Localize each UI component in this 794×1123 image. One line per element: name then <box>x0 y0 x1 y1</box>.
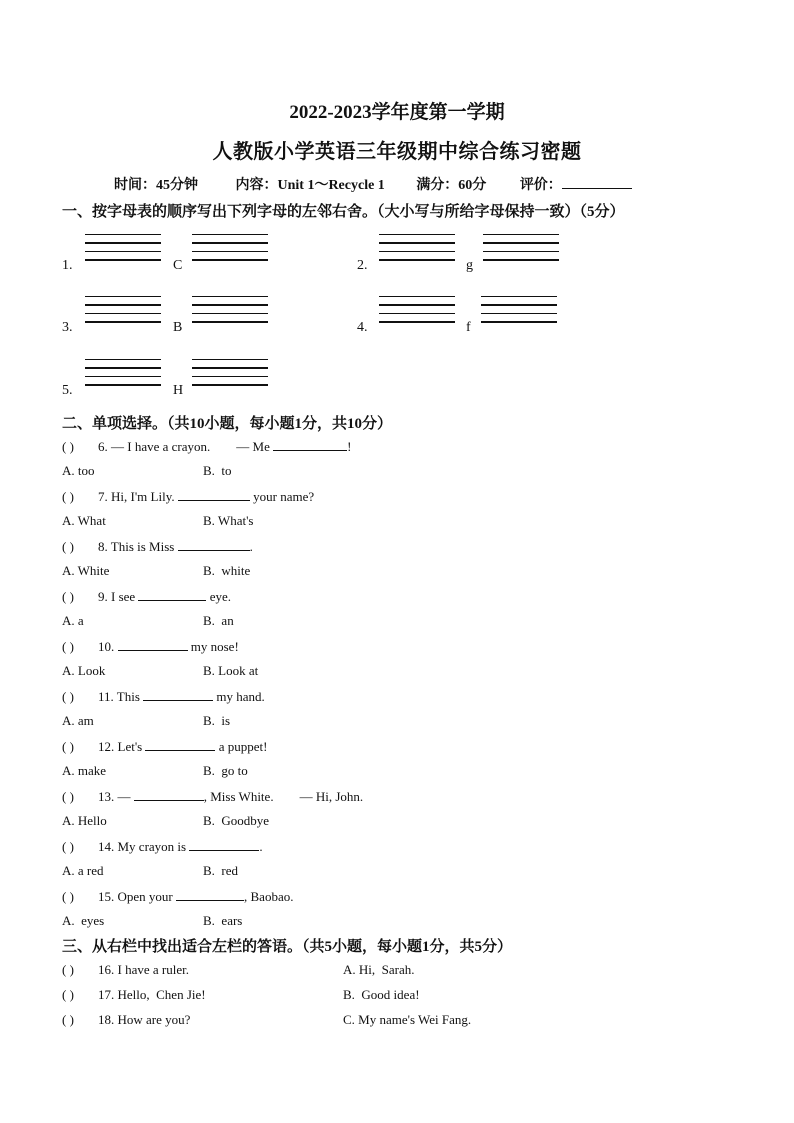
option-a[interactable]: A. eyes <box>62 913 105 928</box>
answer-paren[interactable]: ( ) <box>62 987 74 1002</box>
question-text-end: . <box>249 539 253 554</box>
question-text: 14. My crayon is <box>98 839 190 854</box>
matching-row <box>62 1012 190 1028</box>
letter-item-1-right-blank[interactable] <box>192 234 268 268</box>
question-text-end: your name? <box>249 489 315 504</box>
option-a[interactable]: A. White <box>62 563 110 578</box>
answer-blank[interactable] <box>138 588 206 601</box>
answer-blank[interactable] <box>145 738 215 751</box>
question-text: 7. Hi, I'm Lily. <box>98 489 178 504</box>
option-b[interactable]: B. white <box>203 563 251 578</box>
option-b[interactable]: B. an <box>203 613 234 628</box>
question-text: 11. This <box>98 689 144 704</box>
section3-heading: 三、从右栏中找出适合左栏的答语。（共5小题，每小题1分，共5分） <box>62 939 513 955</box>
question-row <box>62 588 231 605</box>
option-a[interactable]: A. a <box>62 613 84 628</box>
answer-blank[interactable] <box>118 638 188 651</box>
option-a[interactable]: A. What <box>62 513 106 528</box>
letter-item-1-letter: C <box>173 258 183 273</box>
letter-item-1-left-blank[interactable] <box>85 234 161 268</box>
letter-item-2-right-blank[interactable] <box>483 234 559 268</box>
answer-blank[interactable] <box>189 838 259 851</box>
letter-item-2-letter: g <box>466 258 473 273</box>
answer-paren[interactable]: ( ) <box>62 689 74 704</box>
question-text-end: eye. <box>206 589 231 604</box>
question-text: 15. Open your <box>98 889 176 904</box>
matching-row <box>62 962 189 978</box>
matching-left: 18. How are you? <box>98 1012 191 1027</box>
letter-item-4-num: 4. <box>357 320 368 335</box>
option-a[interactable]: A. make <box>62 763 107 778</box>
letter-item-3-right-blank[interactable] <box>192 296 268 330</box>
content-label: 内容：Unit 1～Recycle 1 <box>235 178 385 193</box>
evaluation-label: 评价： <box>519 178 562 193</box>
letter-item-3-num: 3. <box>62 320 73 335</box>
question-text-end: my hand. <box>213 689 265 704</box>
letter-item-4-left-blank[interactable] <box>379 296 455 330</box>
answer-paren[interactable]: ( ) <box>62 789 74 804</box>
question-text-end: a puppet! <box>215 739 268 754</box>
answer-paren[interactable]: ( ) <box>62 962 74 977</box>
answer-blank[interactable] <box>143 688 213 701</box>
question-text: 13. — <box>98 789 134 804</box>
question-text-end: , Miss White. — Hi, John. <box>203 789 364 804</box>
answer-blank[interactable] <box>178 538 250 551</box>
option-b[interactable]: B. go to <box>203 763 248 778</box>
option-a[interactable]: A. too <box>62 463 95 478</box>
letter-item-4-letter: f <box>466 320 471 335</box>
letter-item-2-num: 2. <box>357 258 368 273</box>
matching-right: A. Hi, Sarah. <box>343 962 415 977</box>
option-b[interactable]: B. is <box>203 713 231 728</box>
letter-item-5-num: 5. <box>62 383 73 398</box>
letter-item-5-right-blank[interactable] <box>192 359 268 393</box>
answer-paren[interactable]: ( ) <box>62 839 74 854</box>
exam-title: 2022-2023学年度第一学期 <box>289 102 505 123</box>
answer-paren[interactable]: ( ) <box>62 889 74 904</box>
question-row <box>62 688 265 705</box>
question-row <box>62 738 267 755</box>
letter-item-3-letter: B <box>173 320 183 335</box>
answer-blank[interactable] <box>134 788 204 801</box>
time-label: 时间：45分钟 <box>114 178 198 193</box>
answer-blank[interactable] <box>176 888 244 901</box>
answer-paren[interactable]: ( ) <box>62 739 74 754</box>
option-a[interactable]: A. a red <box>62 863 104 878</box>
answer-paren[interactable]: ( ) <box>62 539 74 554</box>
question-text-end: , Baobao. <box>244 889 294 904</box>
option-b[interactable]: B. to <box>203 463 232 478</box>
question-row <box>62 638 239 655</box>
exam-subtitle: 人教版小学英语三年级期中综合练习密题 <box>212 141 582 163</box>
matching-right: C. My name's Wei Fang. <box>343 1012 472 1027</box>
matching-row <box>62 987 206 1003</box>
answer-paren[interactable]: ( ) <box>62 639 74 654</box>
option-b[interactable]: B. red <box>203 863 239 878</box>
full-score-label: 满分：60分 <box>416 178 487 193</box>
option-b[interactable]: B. Look at <box>203 663 259 678</box>
letter-item-5-letter: H <box>173 383 184 398</box>
letter-item-3-left-blank[interactable] <box>85 296 161 330</box>
matching-right: B. Good idea! <box>343 987 420 1002</box>
evaluation-blank[interactable] <box>562 174 632 189</box>
question-text-end: my nose! <box>187 639 239 654</box>
question-row <box>62 538 253 555</box>
letter-item-5-left-blank[interactable] <box>85 359 161 393</box>
exam-meta <box>114 174 632 194</box>
question-text-end: ! <box>347 439 352 454</box>
option-a[interactable]: A. am <box>62 713 94 728</box>
question-row <box>62 488 314 505</box>
letter-item-1-num: 1. <box>62 258 73 273</box>
option-a[interactable]: A. Hello <box>62 813 107 828</box>
answer-blank[interactable] <box>178 488 250 501</box>
option-b[interactable]: B. Goodbye <box>203 813 270 828</box>
letter-item-2-left-blank[interactable] <box>379 234 455 268</box>
section1-heading: 一、按字母表的顺序写出下列字母的左邻右舍。（大小写与所给字母保持一致）（5分） <box>62 204 625 220</box>
question-text: 6. — I have a crayon. — Me <box>98 439 274 454</box>
section2-heading: 二、单项选择。（共10小题，每小题1分，共10分） <box>62 416 393 432</box>
question-text-end: . <box>259 839 263 854</box>
matching-left: 17. Hello, Chen Jie! <box>98 987 206 1002</box>
question-row <box>62 888 293 905</box>
question-text: 12. Let's <box>98 739 146 754</box>
question-row <box>62 838 263 855</box>
answer-paren[interactable]: ( ) <box>62 1012 74 1027</box>
question-text: 9. I see <box>98 589 139 604</box>
matching-left: 16. I have a ruler. <box>98 962 189 977</box>
answer-paren[interactable]: ( ) <box>62 439 74 454</box>
question-text: 10. <box>98 639 118 654</box>
option-a[interactable]: A. Look <box>62 663 106 678</box>
question-text: 8. This is Miss <box>98 539 178 554</box>
option-b[interactable]: B. ears <box>203 913 243 928</box>
answer-paren[interactable]: ( ) <box>62 589 74 604</box>
answer-blank[interactable] <box>273 438 347 451</box>
question-row <box>62 788 363 805</box>
question-row <box>62 438 351 455</box>
answer-paren[interactable]: ( ) <box>62 489 74 504</box>
option-b[interactable]: B. What's <box>203 513 254 528</box>
letter-item-4-right-blank[interactable] <box>481 296 557 330</box>
